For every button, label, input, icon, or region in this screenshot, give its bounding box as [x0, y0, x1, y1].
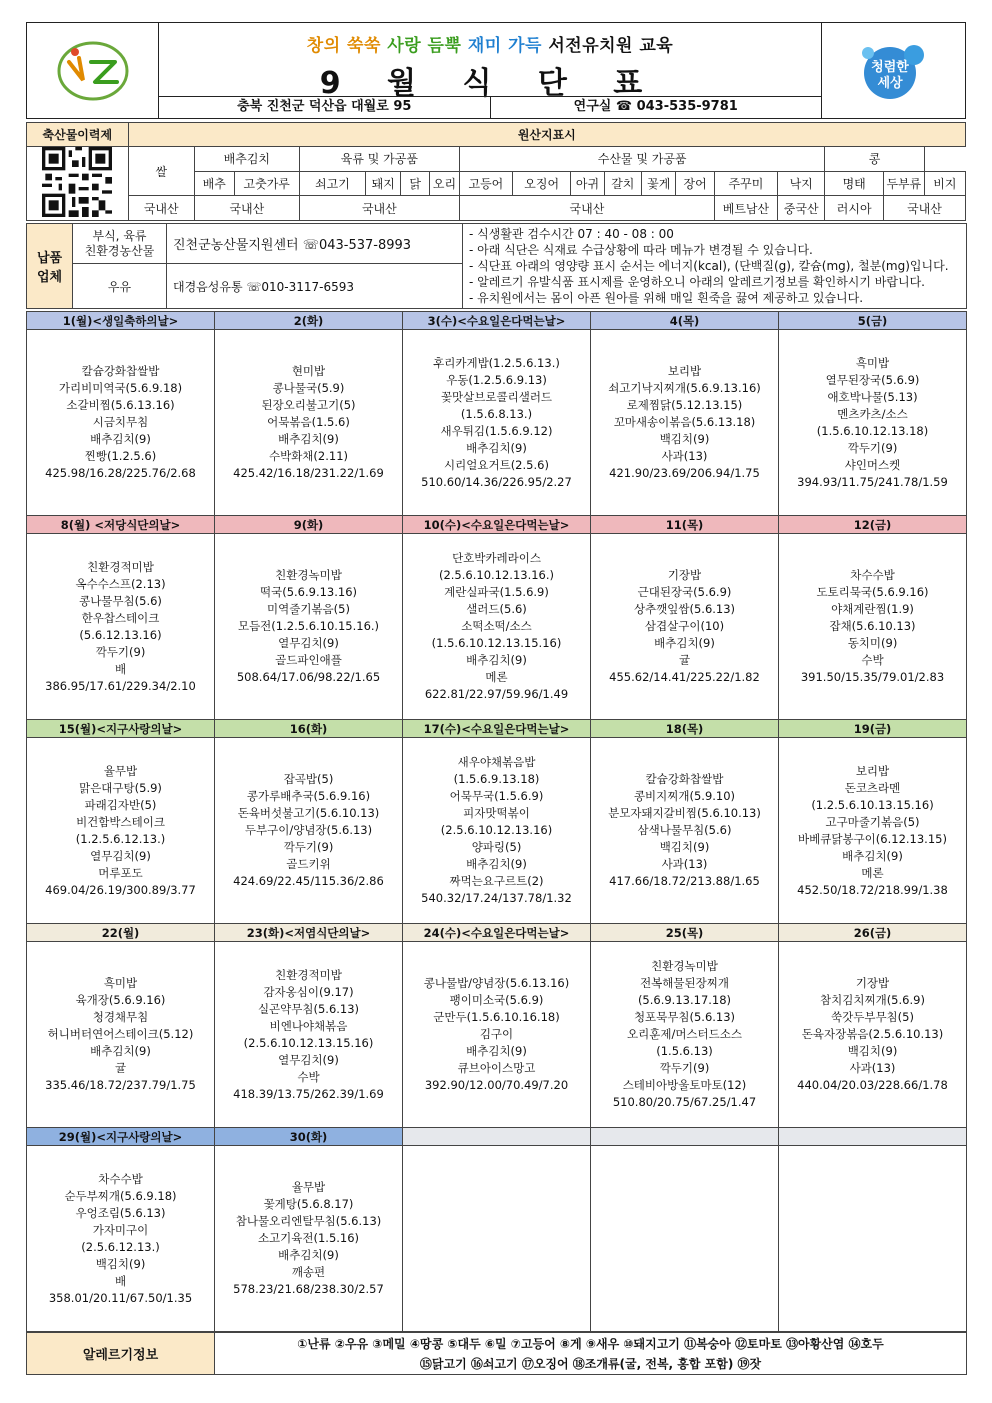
day-header: 11(목) — [591, 516, 779, 534]
menu-item: 새우튀김(1.5.6.9.12) — [440, 423, 553, 438]
menu-item: 잡곡밥(5) — [283, 772, 334, 786]
supplier-name-2: 대경음성유통 ☏010-3117-6593 — [167, 264, 463, 309]
menu-item: 감자옹심이(9.17) — [263, 984, 354, 999]
item-pollack: 명태 — [825, 171, 884, 196]
menu-item: (2.5.6.10.12.13.15.16) — [243, 1035, 374, 1050]
menu-item: (1.5.6.8.13.) — [460, 406, 533, 421]
bean-category: 콩 — [825, 147, 924, 172]
day-menu — [591, 942, 779, 1128]
day-menu — [591, 534, 779, 720]
menu-item: 깨송편 — [291, 1265, 326, 1279]
menu-item: 어묵볶음(1.5.6) — [267, 415, 350, 429]
item-bean-curd-dregs: 비지 — [924, 171, 965, 196]
menu-item: (2.5.6.10.12.13.16) — [440, 823, 553, 837]
menu-item: 쇠고기낙지찌개(5.6.9.13.16) — [608, 381, 761, 395]
notice-line: - 식생활관 검수시간 07 : 40 - 08 : 00 — [469, 227, 674, 241]
menu-item: 깍두기(9) — [95, 644, 146, 659]
menu-item: 청경채무침 — [92, 1010, 149, 1024]
day-menu — [403, 1146, 591, 1332]
day-menu — [27, 534, 215, 720]
menu-item: 배추김치(9) — [278, 432, 339, 446]
menu-item: 배추김치(9) — [842, 848, 903, 863]
menu-item: 배추김치(9) — [90, 432, 151, 446]
nutrition-values: 425.98/16.28/225.76/2.68 — [45, 466, 196, 480]
day-header: 24(수)<수요일은다먹는날> — [403, 924, 591, 942]
menu-item: (1.5.6.10.12.13.15.16) — [431, 636, 562, 650]
menu-item: 사과(13) — [661, 857, 708, 871]
origin-kimchi: 국내산 — [194, 196, 299, 221]
nutrition-values: 578.23/21.68/238.30/2.57 — [233, 1282, 384, 1296]
menu-item: (1.5.6.10.12.13.18) — [816, 423, 929, 438]
day-header: 10(수)<수요일은다먹는날> — [403, 516, 591, 534]
origin-bean: 국내산 — [883, 196, 965, 221]
menu-item: (1.5.6.9.13.18) — [453, 772, 540, 786]
menu-item: 백김치(9) — [659, 432, 710, 446]
menu-item: 기장밥 — [855, 976, 890, 990]
menu-item: 사과(13) — [661, 449, 708, 463]
menu-item: 김구이 — [479, 1027, 514, 1041]
menu-item: 짜먹는요구르트(2) — [449, 874, 544, 888]
menu-item: 고구마줄기볶음(5) — [825, 814, 920, 829]
nutrition-values: 508.64/17.06/98.22/1.65 — [236, 670, 381, 684]
livestock-trace-label: 축산물이력제 — [27, 123, 129, 147]
menu-item: 떡국(5.6.9.13.16) — [259, 585, 358, 599]
menu-item: 배추김치(9) — [90, 1044, 151, 1058]
menu-item: 우동(1.2.5.6.9.13) — [446, 372, 547, 387]
menu-item: 콩나물밥/양념장(5.6.13.16) — [423, 976, 570, 990]
menu-item: 허니버터연어스테이크(5.12) — [47, 1027, 194, 1041]
item-crab: 꽃게 — [642, 171, 676, 196]
day-header: 25(목) — [591, 924, 779, 942]
menu-table — [26, 311, 967, 1332]
menu-item: 현미밥 — [291, 364, 326, 378]
menu-item: (2.5.6.10.12.13.16.) — [438, 568, 555, 582]
menu-item: 돈코츠라멘 — [844, 780, 901, 795]
item-beef: 쇠고기 — [299, 171, 365, 196]
origin-pollack-b: 러시아 — [825, 196, 884, 221]
day-header: 26(금) — [779, 924, 967, 942]
page-title: 9 월 식 단 표 — [319, 66, 661, 101]
nutrition-values: 394.93/11.75/241.78/1.59 — [797, 474, 948, 489]
menu-item: 배추김치(9) — [466, 653, 527, 667]
menu-item: 바베큐닭봉구이(6.12.13.15) — [798, 831, 947, 846]
menu-item: 된장오리불고기(5) — [261, 398, 356, 412]
day-menu — [591, 330, 779, 516]
menu-item: 친환경녹미밥 — [651, 959, 718, 973]
kindergarten-logo — [27, 23, 159, 118]
menu-item: 콩나물국(5.9) — [272, 381, 345, 395]
page-header — [26, 22, 966, 119]
menu-item: 귤 — [114, 1061, 127, 1075]
menu-item: 단호박카레라이스 — [452, 551, 541, 565]
menu-item: 계란실파국(1.5.6.9) — [444, 585, 549, 599]
day-header: 16(화) — [215, 720, 403, 738]
kimchi-category: 배추김치 — [194, 147, 299, 172]
allergy-list — [215, 1333, 967, 1375]
svg-text:세상: 세상 — [876, 75, 903, 91]
menu-item: 골드키위 — [286, 857, 331, 871]
menu-item: 열무김치(9) — [90, 848, 151, 863]
item-chili-powder: 고춧가루 — [234, 171, 299, 196]
nutrition-values: 392.90/12.00/70.49/7.20 — [424, 1078, 569, 1092]
item-eel: 장어 — [676, 171, 715, 196]
menu-item: 배추김치(9) — [466, 440, 527, 455]
day-header: 12(금) — [779, 516, 967, 534]
notice-line: - 식단표 아래의 영양량 표시 순서는 에너지(kcal), (단백질(g), 칼슘(mg), 철분(mg)입니다. — [469, 259, 949, 273]
day-header: 29(월)<지구사랑의날> — [27, 1128, 215, 1146]
menu-item: 콩비지찌개(5.9.10) — [633, 789, 736, 803]
day-menu — [403, 738, 591, 924]
day-menu — [27, 942, 215, 1128]
menu-item: 흑미밥 — [103, 976, 138, 990]
menu-item: 콩나물무침(5.6) — [79, 593, 162, 608]
menu-item: 열무된장국(5.6.9) — [825, 372, 920, 387]
nutrition-values: 455.62/14.41/225.22/1.82 — [609, 670, 760, 684]
menu-item: 팽이미소국(5.6.9) — [449, 993, 544, 1007]
origin-table — [26, 122, 966, 221]
day-menu — [27, 738, 215, 924]
clean-world-logo — [821, 23, 965, 118]
menu-item: 우엉조림(5.6.13) — [75, 1205, 166, 1220]
menu-item: 새우야채볶음밥 — [457, 755, 536, 769]
origin-octopus: 베트남산 — [714, 196, 777, 221]
menu-item: 기장밥 — [667, 568, 702, 582]
day-header: 30(화) — [215, 1128, 403, 1146]
menu-item: 돈육버섯불고기(5.6.10.13) — [237, 806, 380, 820]
menu-item: 배 — [114, 661, 127, 676]
menu-item: 배추김치(9) — [654, 636, 715, 650]
day-header — [779, 1128, 967, 1146]
day-header: 3(수)<수요일은다먹는날> — [403, 312, 591, 330]
nutrition-values: 540.32/17.24/137.78/1.32 — [421, 891, 572, 905]
nutrition-values: 440.04/20.03/228.66/1.78 — [797, 1078, 948, 1092]
menu-item: 로제찜닭(5.12.13.15) — [626, 398, 743, 412]
menu-item: 잡채(5.6.10.13) — [829, 619, 916, 633]
allergy-line: ①난류 ②우유 ③메밀 ④땅콩 ⑤대두 ⑥밀 ⑦고등어 ⑧게 ⑨새우 ⑩돼지고기 ⑪복숭아 ⑫토마토 ⑬아황산염 ⑭호두 — [297, 1336, 884, 1351]
menu-item: 후리카게밥(1.2.5.6.13.) — [433, 355, 560, 370]
item-hairtail: 갈치 — [604, 171, 642, 196]
day-header: 1(월)<생일축하의날> — [27, 312, 215, 330]
item-squid: 오징어 — [512, 171, 571, 196]
menu-item: 백김치(9) — [95, 1256, 146, 1271]
day-header: 22(월) — [27, 924, 215, 942]
nutrition-values: 335.46/18.72/237.79/1.75 — [45, 1078, 196, 1092]
rice-label: 쌀 — [128, 147, 194, 196]
supplier-table — [26, 223, 967, 309]
day-header: 17(수)<수요일은다먹는날> — [403, 720, 591, 738]
menu-item: 맑은대구탕(5.9) — [79, 780, 162, 795]
nutrition-values: 622.81/22.97/59.96/1.49 — [424, 687, 569, 701]
menu-item: 삼색나물무침(5.6) — [637, 823, 732, 837]
menu-page — [26, 22, 966, 1375]
menu-item: 육개장(5.6.9.16) — [75, 993, 166, 1007]
day-menu — [779, 330, 967, 516]
day-menu — [779, 738, 967, 924]
allergy-line: ⑮닭고기 ⑯쇠고기 ⑰오징어 ⑱조개류(굴, 전복, 홍합 포함) ⑲잣 — [419, 1356, 762, 1371]
origin-meat: 국내산 — [299, 196, 459, 221]
menu-item: 배 — [114, 1273, 127, 1288]
menu-item: 친환경적미밥 — [87, 559, 154, 574]
menu-item: 파래김자반(5) — [84, 797, 157, 812]
origin-rice: 국내산 — [128, 196, 194, 221]
menu-item: 순두부찌개(5.6.9.18) — [64, 1188, 177, 1203]
menu-item: 차수수밥 — [850, 568, 895, 582]
menu-item: 시금치무침 — [92, 415, 149, 429]
nutrition-values: 421.90/23.69/206.94/1.75 — [609, 466, 760, 480]
menu-item: 샤인머스켓 — [844, 457, 901, 472]
menu-item: 깍두기(9) — [659, 1061, 710, 1075]
school-address: 충북 진천군 덕산읍 대월로 95 — [159, 97, 491, 118]
menu-item: 보리밥 — [855, 763, 890, 778]
nutrition-values: 425.42/16.18/231.22/1.69 — [233, 466, 384, 480]
menu-item: 율무밥 — [103, 763, 138, 778]
item-chicken: 닭 — [401, 171, 430, 196]
origin-seafood: 국내산 — [459, 196, 714, 221]
menu-item: 배추김치(9) — [466, 1044, 527, 1058]
menu-item: 꽃맛살브로콜리샐러드 — [440, 389, 553, 404]
day-menu — [27, 330, 215, 516]
day-menu — [779, 1146, 967, 1332]
menu-item: 수박화채(2.11) — [268, 449, 348, 463]
menu-item: 멘츠카츠/소스 — [837, 406, 908, 421]
day-menu — [215, 1146, 403, 1332]
day-menu — [27, 1146, 215, 1332]
menu-item: 열무김치(9) — [278, 636, 339, 650]
menu-item: 돈육자장볶음(2.5.6.10.13) — [801, 1027, 944, 1041]
nutrition-values: 391.50/15.35/79.01/2.83 — [800, 670, 945, 684]
menu-item: 배추김치(9) — [278, 1248, 339, 1262]
allergy-label: 알레르기정보 — [27, 1333, 215, 1375]
nutrition-values: 510.60/14.36/226.95/2.27 — [421, 474, 572, 489]
menu-item: 전복해물된장찌개 — [640, 976, 729, 990]
menu-item: 군만두(1.5.6.10.16.18) — [433, 1010, 560, 1024]
nutrition-values: 418.39/13.75/262.39/1.69 — [233, 1086, 384, 1101]
day-menu — [779, 534, 967, 720]
menu-item: 실곤약무침(5.6.13) — [257, 1001, 360, 1016]
menu-item: 꽃게탕(5.6.8.17) — [263, 1197, 354, 1211]
menu-item: 큐브아이스망고 — [457, 1061, 536, 1075]
slogan — [159, 23, 821, 56]
menu-item: 백김치(9) — [659, 840, 710, 854]
menu-item: 칼슘강화찹쌀밥 — [645, 772, 724, 786]
day-menu — [403, 534, 591, 720]
menu-item: 참나물오리엔탈무침(5.6.13) — [235, 1214, 382, 1228]
nutrition-values: 469.04/26.19/300.89/3.77 — [45, 882, 196, 897]
menu-item: 도토리묵국(5.6.9.16) — [816, 585, 929, 599]
menu-item: 쑥갓두부무침(5) — [831, 1010, 914, 1024]
day-header: 19(금) — [779, 720, 967, 738]
slogan-part: 재미 가득 — [461, 36, 542, 56]
menu-item: 분모자돼지갈비찜(5.6.10.13) — [608, 806, 761, 820]
menu-item: 차수수밥 — [98, 1171, 143, 1186]
menu-item: (1.2.5.6.10.13.15.16) — [811, 797, 934, 812]
menu-item: 어묵무국(1.5.6.9) — [449, 789, 544, 803]
supplier-type-2: 우유 — [73, 264, 167, 309]
menu-item: 소고기육전(1.5.16) — [257, 1231, 360, 1245]
notice-line: - 아래 식단은 식재료 수급상황에 따라 메뉴가 변경될 수 있습니다. — [469, 243, 813, 257]
day-header — [403, 1128, 591, 1146]
slogan-part: 사랑 듬뿍 — [380, 36, 462, 56]
menu-item: 비엔나야채볶음 — [269, 1018, 348, 1033]
item-cabbage: 배추 — [194, 171, 234, 196]
menu-item: 샐러드(5.6) — [466, 602, 527, 616]
origin-label: 원산지표시 — [128, 123, 965, 147]
menu-item: 야채계란찜(1.9) — [831, 602, 914, 616]
day-header: 23(화)<저염식단의날> — [215, 924, 403, 942]
supplier-label: 납품 업체 — [27, 224, 73, 309]
menu-item: 배추김치(9) — [466, 857, 527, 871]
day-header: 4(목) — [591, 312, 779, 330]
slogan-part: 창의 쑥쑥 — [306, 36, 381, 56]
menu-item: 근대된장국(5.6.9) — [637, 585, 732, 599]
supplier-type-1: 부식, 육류 친환경농산물 — [73, 224, 167, 264]
menu-item: 소갈비찜(5.6.13.16) — [66, 398, 175, 412]
origin-pollack-a: 중국산 — [777, 196, 824, 221]
menu-item: 두부구이/양념장(5.6.13) — [244, 823, 373, 837]
day-header: 5(금) — [779, 312, 967, 330]
menu-item: (2.5.6.12.13.) — [81, 1239, 160, 1254]
menu-item: 백김치(9) — [847, 1044, 898, 1058]
day-header: 18(목) — [591, 720, 779, 738]
menu-item: 사과(13) — [849, 1061, 896, 1075]
menu-item: 양파링(5) — [471, 840, 522, 854]
menu-item: 보리밥 — [667, 364, 702, 378]
nutrition-values: 417.66/18.72/213.88/1.65 — [609, 874, 760, 888]
item-mackerel: 고등어 — [459, 171, 512, 196]
menu-item: 흑미밥 — [855, 355, 890, 370]
nutrition-values: 358.01/20.11/67.50/1.35 — [48, 1290, 193, 1305]
menu-item: 칼슘강화찹쌀밥 — [81, 364, 160, 378]
menu-item: 한우찹스테이크 — [81, 610, 160, 625]
menu-item: 가리비미역국(5.6.9.18) — [58, 381, 183, 395]
menu-item: 삼겹살구이(10) — [644, 619, 725, 633]
item-tofu: 두부류 — [883, 171, 924, 196]
slogan-part: 서전유치원 교육 — [541, 36, 674, 56]
allergy-table — [26, 1332, 967, 1375]
menu-item: 친환경적미밥 — [275, 967, 342, 982]
menu-item: 찐빵(1.2.5.6) — [84, 449, 157, 463]
day-menu — [215, 738, 403, 924]
menu-item: 골드파인애플 — [275, 653, 342, 667]
item-pork: 돼지 — [366, 171, 401, 196]
notice-line: - 유치원에서는 몸이 아픈 원아를 위해 매일 흰죽을 끓여 제공하고 있습니다. — [469, 291, 864, 305]
day-menu — [779, 942, 967, 1128]
day-header: 9(화) — [215, 516, 403, 534]
menu-item: 꼬마새송이볶음(5.6.13.18) — [613, 415, 756, 429]
menu-item: 열무김치(9) — [278, 1052, 339, 1067]
day-header: 2(화) — [215, 312, 403, 330]
day-menu — [215, 534, 403, 720]
day-header: 15(월)<지구사랑의날> — [27, 720, 215, 738]
menu-item: 동치미(9) — [847, 636, 898, 650]
menu-item: 참치김치찌개(5.6.9) — [820, 993, 925, 1007]
menu-item: 비건함박스테이크 — [76, 814, 165, 829]
menu-item: 오리훈제/머스터드소스 — [627, 1027, 742, 1041]
menu-item: (5.6.12.13.16) — [79, 627, 162, 642]
menu-item: (5.6.9.13.17.18) — [637, 993, 732, 1007]
menu-item: 애호박나물(5.13) — [827, 389, 918, 404]
nutrition-values: 386.95/17.61/229.34/2.10 — [45, 678, 196, 693]
day-header — [591, 1128, 779, 1146]
menu-item: 율무밥 — [291, 1180, 326, 1194]
menu-item: 머루포도 — [98, 865, 143, 880]
item-octopus: 낙지 — [777, 171, 824, 196]
notice-line: - 알레르기 유발식품 표시제를 운영하오니 아래의 알레르기정보를 확인하시기 바랍니다. — [469, 275, 925, 289]
svg-text:청렴한: 청렴한 — [870, 59, 909, 75]
menu-item: 콩가루배추국(5.6.9.16) — [246, 789, 371, 803]
menu-item: 시리얼요거트(2.5.6) — [444, 457, 549, 472]
menu-item: 가자미구이 — [92, 1222, 149, 1237]
qr-code-icon[interactable] — [27, 147, 129, 221]
supplier-name-1: 진천군농산물지원센터 ☏043-537-8993 — [167, 224, 463, 264]
day-menu — [591, 1146, 779, 1332]
menu-item: 상추깻잎쌈(5.6.13) — [633, 602, 736, 616]
menu-item: 청포묵무침(5.6.13) — [633, 1010, 736, 1024]
menu-item: 깍두기(9) — [847, 440, 898, 455]
notice-box — [463, 224, 967, 309]
day-header: 8(월) <저당식단의날> — [27, 516, 215, 534]
nutrition-values: 424.69/22.45/115.36/2.86 — [233, 874, 384, 888]
school-phone: 연구실 ☎ 043-535-9781 — [573, 99, 738, 114]
menu-item: 깍두기(9) — [283, 840, 334, 854]
day-menu — [591, 738, 779, 924]
menu-item: (1.5.6.13) — [656, 1044, 713, 1058]
nutrition-values: 510.80/20.75/67.25/1.47 — [612, 1095, 757, 1109]
menu-item: 미역줄기볶음(5) — [267, 602, 350, 616]
item-webfoot-octopus: 주꾸미 — [714, 171, 777, 196]
menu-item: 메론 — [861, 865, 884, 880]
day-menu — [403, 942, 591, 1128]
day-menu — [403, 330, 591, 516]
menu-item: 친환경녹미밥 — [275, 568, 342, 582]
meat-category: 육류 및 가공품 — [299, 147, 459, 172]
menu-item: 메론 — [485, 670, 508, 684]
menu-item: 수박 — [297, 1069, 320, 1084]
menu-item: 수박 — [861, 653, 884, 667]
nutrition-values: 452.50/18.72/218.99/1.38 — [797, 882, 948, 897]
item-duck: 오리 — [430, 171, 460, 196]
seafood-category: 수산물 및 가공품 — [459, 147, 825, 172]
day-menu — [215, 330, 403, 516]
menu-item: 스테비아방울토마토(12) — [622, 1078, 747, 1092]
menu-item: 옥수수스프(2.13) — [75, 576, 166, 591]
menu-item: 피자맛떡볶이 — [463, 806, 530, 820]
menu-item: (1.2.5.6.12.13.) — [75, 831, 166, 846]
menu-item: 모듬전(1.2.5.6.10.15.16.) — [237, 619, 380, 633]
day-menu — [215, 942, 403, 1128]
menu-item: 귤 — [678, 653, 691, 667]
menu-item: 소떡소떡/소스 — [461, 619, 532, 633]
item-monkfish: 아귀 — [571, 171, 604, 196]
